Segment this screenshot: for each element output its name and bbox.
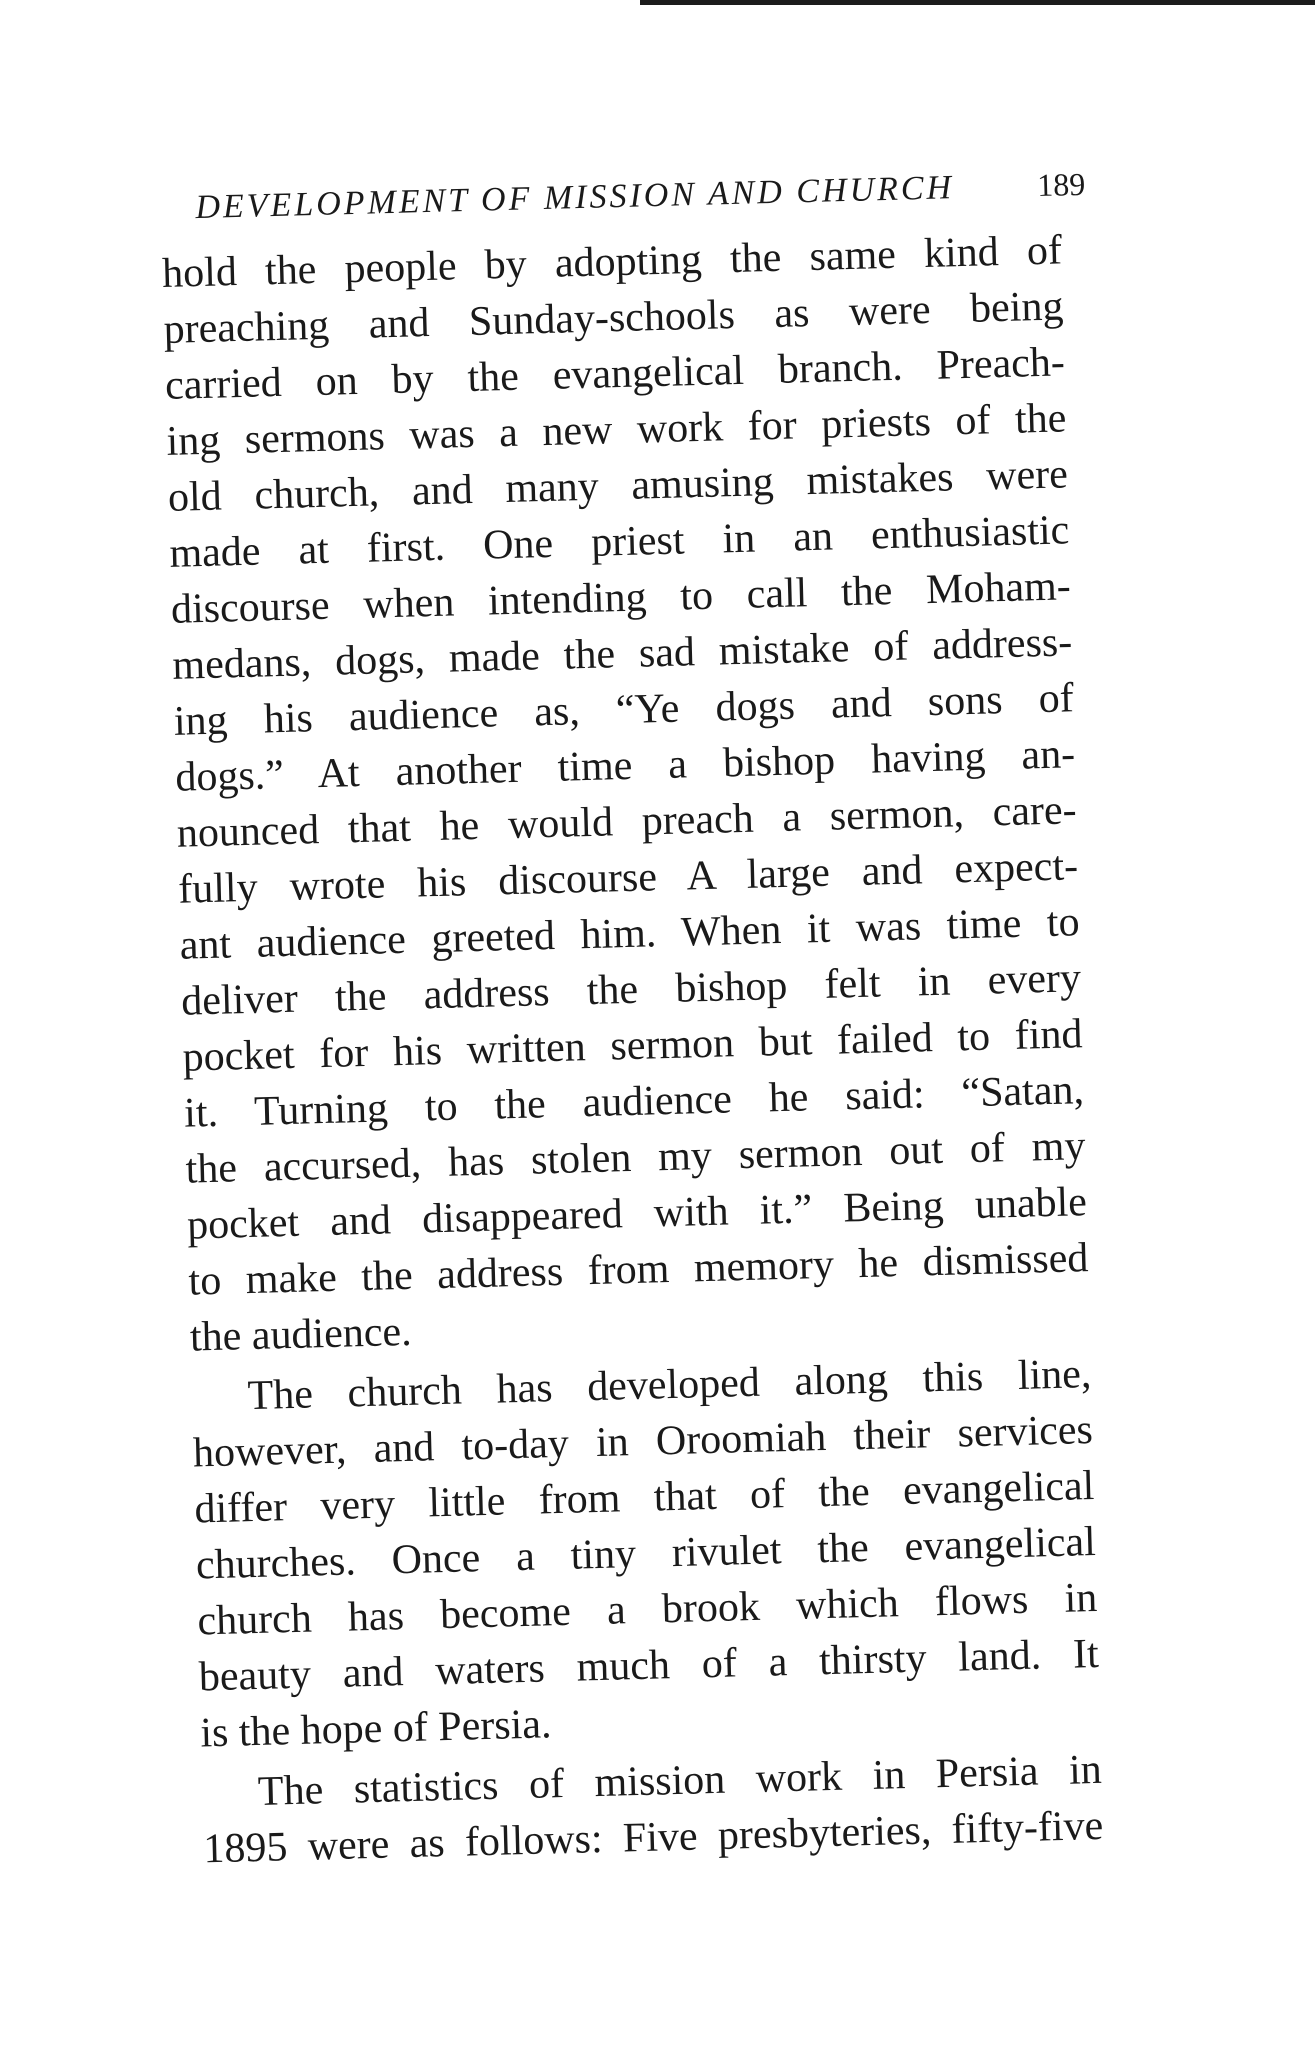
text-line: however, and to-day in Oroomiah their services	[192, 1407, 1094, 1477]
text-line: discourse when intending to call the Moham-	[170, 563, 1072, 633]
text-line: The statistics of mission work in Persia in	[257, 1746, 1103, 1815]
paragraph	[201, 1741, 1154, 1878]
text-line: to make the address from memory he dismissed	[187, 1235, 1089, 1305]
text-line: deliver the address the bishop felt in every	[180, 955, 1082, 1025]
text-line: pocket for his written sermon but failed to find	[182, 1011, 1084, 1081]
text-line: the accursed, has stolen my sermon out of my	[185, 1123, 1086, 1193]
text-line: churches. Once a tiny rivulet the evangelical	[195, 1518, 1097, 1589]
text-line: ing sermons was a new work for priests of the	[165, 395, 1067, 465]
text-line: nounced that he would preach a sermon, care-	[176, 787, 1078, 857]
text-line: beauty and waters much of a thirsty land. It	[198, 1630, 1100, 1701]
text-line: fully wrote his discourse A large and expect-	[177, 843, 1079, 913]
running-head	[195, 166, 1086, 227]
page-number: 189	[1036, 165, 1086, 204]
text-line: pocket and disappeared with it.” Being unable	[186, 1179, 1088, 1249]
text-line: medans, dogs, made the sad mistake of address-	[171, 619, 1073, 689]
text-line: church has become a brook which flows in	[196, 1574, 1098, 1645]
text-line: preaching and Sunday-schools as were being	[163, 283, 1064, 353]
text-line: 1895 were as follows: Five presbyteries, fifty-five	[202, 1802, 1104, 1873]
text-line: is the hope of Persia.	[199, 1701, 552, 1757]
text-line: hold the people by adopting the same kind of	[161, 227, 1063, 297]
text-line: the audience.	[189, 1308, 413, 1361]
text-line: made at first. One priest in an enthusiastic	[168, 507, 1070, 577]
text-line: ant audience greeted him. When it was time to	[179, 899, 1081, 969]
text-line: differ very little from that of the evangelical	[193, 1462, 1095, 1533]
text-line: carried on by the evangelical branch. Preach-	[164, 339, 1066, 409]
top-edge-rule	[640, 0, 1315, 5]
text-line: old church, and many amusing mistakes were	[167, 451, 1069, 521]
paragraph	[161, 221, 1140, 1365]
text-line: dogs.” At another time a bishop having an-	[174, 731, 1076, 801]
running-title: DEVELOPMENT OF MISSION AND CHURCH	[194, 169, 955, 227]
text-line: The church has developed along this line,	[247, 1351, 1092, 1420]
text-line: it. Turning to the audience he said: “Satan,	[183, 1067, 1085, 1137]
paragraph	[191, 1345, 1151, 1762]
book-page	[160, 165, 1154, 1877]
text-line: ing his audience as, “Ye dogs and sons of	[173, 675, 1075, 745]
